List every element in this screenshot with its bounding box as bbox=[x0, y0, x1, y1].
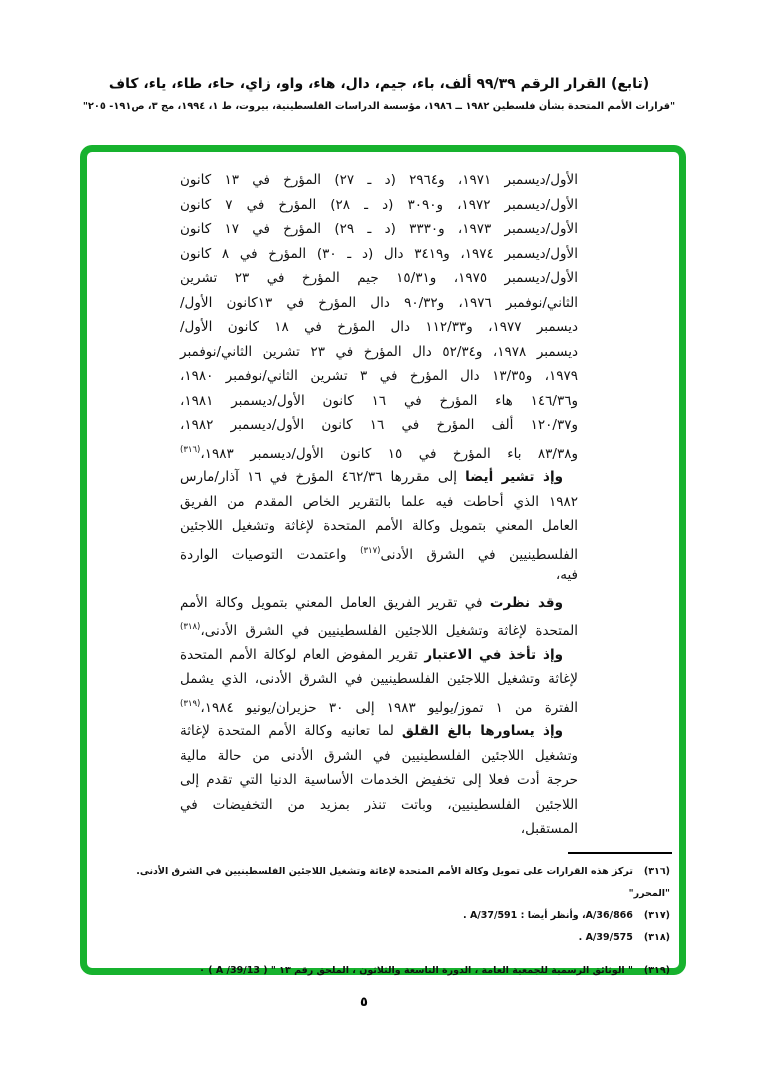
text-segment: تقرير المفوض العام لوكالة الأمم المتحدة bbox=[180, 646, 425, 663]
footnote bbox=[104, 927, 670, 949]
footnote-marker: (٣١٦) bbox=[643, 866, 670, 877]
text-segment: الأول/ديسمبر ١٩٧٣، و٣٣٣٠ (د ـ ٢٩) المؤرخ في ١٧ كانون bbox=[180, 221, 579, 237]
bold-leadin: وقد نظرت bbox=[489, 594, 563, 611]
preamble-takes-into-account bbox=[180, 643, 578, 717]
body-line bbox=[180, 266, 578, 291]
page-number: ٥ bbox=[360, 995, 368, 1010]
body-line bbox=[180, 193, 578, 218]
text-segment: الفلسطينيين في الشرق الأدنى bbox=[380, 546, 578, 563]
resolution-preamble-text bbox=[180, 168, 578, 845]
body-line bbox=[180, 413, 578, 438]
text-segment: المستقبل، bbox=[520, 821, 578, 837]
body-line bbox=[180, 563, 578, 588]
footnote-reference: (٣١٩) bbox=[180, 698, 201, 709]
body-line bbox=[180, 291, 578, 316]
bold-leadin: وإذ يساورها بالغ القلق bbox=[401, 723, 563, 739]
source-citation: "قرارات الأمم المتحدة بشأن فلسطين ١٩٨٢ ــ ١٩٨٦، مؤسسة الدراسات الفلسطينية، بيروت، ط ١، ١٩٩٤، مج ٣، ص١٩١- ٢٠٥" bbox=[82, 101, 676, 112]
text-segment: حرجة أدت فعلا إلى تخفيض الخدمات الأساسية الدنيا التي تقدم إلى bbox=[180, 772, 578, 788]
text-segment: الأول/ديسمبر ١٩٧٥، و١٥/٣١ جيم المؤرخ في ٢٣ تشرين bbox=[180, 270, 579, 286]
body-line bbox=[180, 793, 578, 818]
bold-leadin: وإذ تشير أيضا bbox=[465, 469, 563, 485]
body-line bbox=[180, 242, 578, 267]
page-title: (تابع) القرار الرقم ٩٩/٣٩ ألف، باء، جيم، دال، هاء، واو، زاي، حاء، طاء، ياء، كاف bbox=[108, 76, 650, 92]
bold-leadin: وإذ تأخذ في الاعتبار bbox=[424, 646, 563, 663]
body-line bbox=[180, 490, 578, 515]
body-line bbox=[180, 340, 578, 365]
body-line bbox=[180, 591, 578, 616]
preamble-resolutions-list bbox=[180, 168, 578, 462]
preamble-considered-report bbox=[180, 591, 578, 640]
text-segment: الثاني/نوفمبر ١٩٧٦، و٩٠/٣٢ دال المؤرخ في ١٣كانون الأول/ bbox=[180, 294, 578, 311]
text-segment: في تقرير الفريق العامل المعني بتمويل وكالة الأمم bbox=[180, 594, 490, 611]
body-line bbox=[180, 315, 578, 340]
footnote bbox=[104, 905, 670, 927]
footnote-separator-rule bbox=[568, 852, 672, 854]
body-line bbox=[180, 719, 578, 744]
text-segment: و٨٣/٣٨ باء المؤرخ في ١٥ كانون الأول/ديسمبر ١٩٨٣، bbox=[200, 445, 579, 462]
text-segment: فيه، bbox=[555, 567, 578, 583]
body-line bbox=[180, 643, 578, 668]
footnote-reference: (٣١٧) bbox=[360, 545, 381, 556]
footnotes-block bbox=[104, 861, 670, 982]
text-segment: إلى مقررها ٤٦٢/٣٦ المؤرخ في ١٦ آذار/مارس bbox=[180, 469, 466, 485]
text-segment: اللاجئين الفلسطينيين، وباتت تنذر بمزيد من التخفيضات في bbox=[180, 796, 578, 813]
text-segment: لإغاثة وتشغيل اللاجئين الفلسطينيين في الشرق الأدنى، الذي يشمل bbox=[180, 671, 578, 687]
text-segment: ١٩٨٢ الذي أحاطت فيه علما بالتقرير الخاص المقدم من الفريق bbox=[180, 493, 578, 510]
body-line bbox=[180, 667, 578, 692]
text-segment: واعتمدت التوصيات الواردة bbox=[180, 546, 361, 563]
text-segment: ديسمبر ١٩٧٨، و٥٢/٣٤ دال المؤرخ في ٢٣ تشرين الثاني/نوفمبر bbox=[180, 343, 578, 360]
body-line bbox=[180, 768, 578, 793]
preamble-recalls-decision bbox=[180, 465, 578, 588]
text-segment: لما تعانيه وكالة الأمم المتحدة لإغاثة bbox=[180, 723, 402, 739]
footnote-text: A/39/575 . bbox=[578, 932, 633, 943]
body-line bbox=[180, 514, 578, 539]
body-line bbox=[180, 744, 578, 769]
footnote bbox=[104, 861, 670, 905]
text-segment: الأول/ديسمبر ١٩٧٢، و٣٠٩٠ (د ـ ٢٨) المؤرخ في ٧ كانون bbox=[180, 196, 578, 213]
footnote-text: " الوثائق الرسمية للجمعية العامة ، الدورة التاسعة والثلاثون ، الملحق رقم ١٣ " ( A /39/13 ) ٠ bbox=[199, 965, 633, 976]
body-line bbox=[180, 217, 578, 242]
footnote-text: A/36/866، وأنظر أيضا : A/37/591 . bbox=[463, 910, 633, 921]
text-segment: ديسمبر ١٩٧٧، و١١٢/٣٣ دال المؤرخ في ١٨ كانون الأول/ bbox=[180, 319, 578, 335]
footnote-reference: (٣١٦) bbox=[180, 444, 201, 455]
body-line bbox=[180, 168, 578, 193]
text-segment: الأول/ديسمبر ١٩٧١، و٢٩٦٤ (د ـ ٢٧) المؤرخ في ١٣ كانون bbox=[180, 172, 579, 188]
body-line bbox=[180, 438, 578, 463]
footnote-text: تركز هذه القرارات على تمويل وكالة الأمم المتحدة لإغاثة وتشغيل اللاجئين الفلسطينيين في الشرق الأدنى. "المحرر" bbox=[136, 866, 670, 899]
body-line bbox=[180, 389, 578, 414]
text-segment: الأول/ديسمبر ١٩٧٤، و٣٤١٩ دال (د ـ ٣٠) المؤرخ في ٨ كانون bbox=[180, 245, 578, 262]
text-segment: المتحدة لإغاثة وتشغيل اللاجئين الفلسطينيين في الشرق الأدنى، bbox=[200, 623, 578, 639]
body-line bbox=[180, 615, 578, 640]
body-line bbox=[180, 692, 578, 717]
footnote-marker: (٣١٧) bbox=[643, 910, 670, 921]
text-segment: و١٤٦/٣٦ هاء المؤرخ في ١٦ كانون الأول/ديسمبر ١٩٨١، bbox=[180, 392, 578, 409]
text-segment: العامل المعني بتمويل وكالة الأمم المتحدة لإغاثة وتشغيل اللاجئين bbox=[180, 518, 578, 534]
body-line bbox=[180, 364, 578, 389]
preamble-grave-concern bbox=[180, 719, 578, 842]
body-line bbox=[180, 817, 578, 842]
footnote-marker: (٣١٩) bbox=[643, 965, 670, 976]
text-segment: ١٩٧٩، و١٣/٣٥ دال المؤرخ في ٣ تشرين الثاني/نوفمبر ١٩٨٠، bbox=[180, 368, 578, 384]
text-segment: و١٢٠/٣٧ ألف المؤرخ في ١٦ كانون الأول/ديسمبر ١٩٨٢، bbox=[180, 417, 578, 433]
body-line bbox=[180, 465, 578, 490]
text-segment: وتشغيل اللاجئين الفلسطينيين في الشرق الأدنى من حالة مالية bbox=[180, 747, 578, 764]
body-line bbox=[180, 539, 578, 564]
text-segment: الفترة من ١ تموز/يوليو ١٩٨٣ إلى ٣٠ حزيران/يونيو ١٩٨٤، bbox=[200, 699, 578, 716]
footnote bbox=[104, 960, 670, 982]
footnote-reference: (٣١٨) bbox=[180, 622, 201, 632]
footnote-marker: (٣١٨) bbox=[643, 932, 670, 943]
